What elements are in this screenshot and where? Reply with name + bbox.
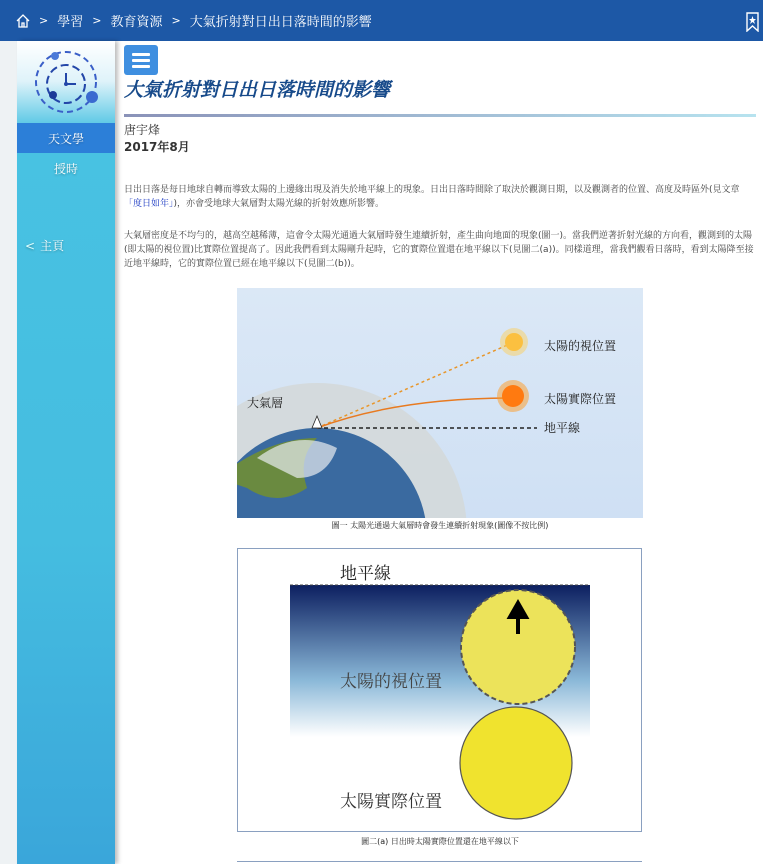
breadcrumb-separator: >	[39, 14, 49, 27]
author: 唐宇烽	[124, 123, 161, 137]
sidebar-item-time-service[interactable]: 授時	[53, 161, 78, 176]
breadcrumb-learning[interactable]: 學習	[57, 15, 84, 30]
label-horizon: 地平線	[544, 421, 581, 435]
paragraph-text: )，亦會受地球大氣層對太陽光線的折射效應所影響。	[173, 199, 385, 209]
breadcrumb-separator: >	[171, 14, 181, 27]
page-title: 大氣折射對日出日落時間的影響	[124, 79, 391, 101]
menu-button[interactable]	[124, 45, 158, 75]
paragraph-text: 日出日落是每日地球自轉而導致太陽的上邊緣出現及消失於地平線上的現象。日出日落時間除了取決於觀測日期，以及觀測者的位置、高度及時區外(見文章	[124, 185, 740, 195]
label-actual-position: 太陽實際位置	[544, 392, 617, 406]
sidebar-item-astronomy[interactable]: 天文學	[17, 123, 115, 153]
breadcrumb-separator: >	[92, 14, 102, 27]
publish-date: 2017年8月	[124, 140, 190, 154]
label-actual-position: 太陽實際位置	[340, 792, 442, 812]
breadcrumb-current: 大氣折射對日出日落時間的影響	[189, 15, 372, 30]
figure-2b-top-border	[237, 861, 642, 862]
home-icon[interactable]	[16, 14, 30, 28]
chevron-left-icon: <	[25, 239, 36, 253]
label-apparent-position: 太陽的視位置	[340, 672, 442, 692]
left-margin	[0, 41, 17, 864]
figure-2a-sunrise-diagram	[237, 548, 642, 832]
figure-2a-caption: 圖二(a) 日出時太陽實際位置還在地平線以下	[361, 837, 519, 846]
article-link[interactable]: 「度日如年」	[124, 199, 174, 209]
breadcrumb-education[interactable]: 教育資源	[110, 15, 163, 30]
figure-1-caption: 圖一 太陽光通過大氣層時會發生連續折射現象(圖像不按比例)	[331, 521, 549, 530]
home-label: 主頁	[40, 239, 65, 253]
clock-logo-icon	[31, 47, 101, 117]
title-divider	[124, 114, 756, 117]
bookmark-icon[interactable]	[746, 12, 759, 32]
figure-1-refraction-diagram	[237, 288, 643, 518]
label-horizon: 地平線	[340, 564, 391, 584]
sidebar-home-link[interactable]	[25, 237, 64, 254]
label-atmosphere: 大氣層	[247, 396, 284, 410]
paragraph-2: 大氣層密度是不均勻的，越高空越稀薄，這會令太陽光通過大氣層時發生連續折射，產生曲向地面的現象(圖一)。當我們逆著折射光線的方向看，觀測到的太陽(即太陽的視位置)比實際位置提高了。因此我們看到太陽剛升起時，它的實際位置還在地平線以下(見圖二(a))。同樣道理，當我們觀看日落時，看到太陽降至接近地平線時，它的實際位置已經在地平線以下(見圖二(b))。	[124, 231, 754, 269]
label-apparent-position: 太陽的視位置	[544, 339, 617, 353]
top-bar	[0, 0, 763, 41]
sidebar	[17, 41, 115, 864]
paragraph-1	[124, 183, 756, 211]
